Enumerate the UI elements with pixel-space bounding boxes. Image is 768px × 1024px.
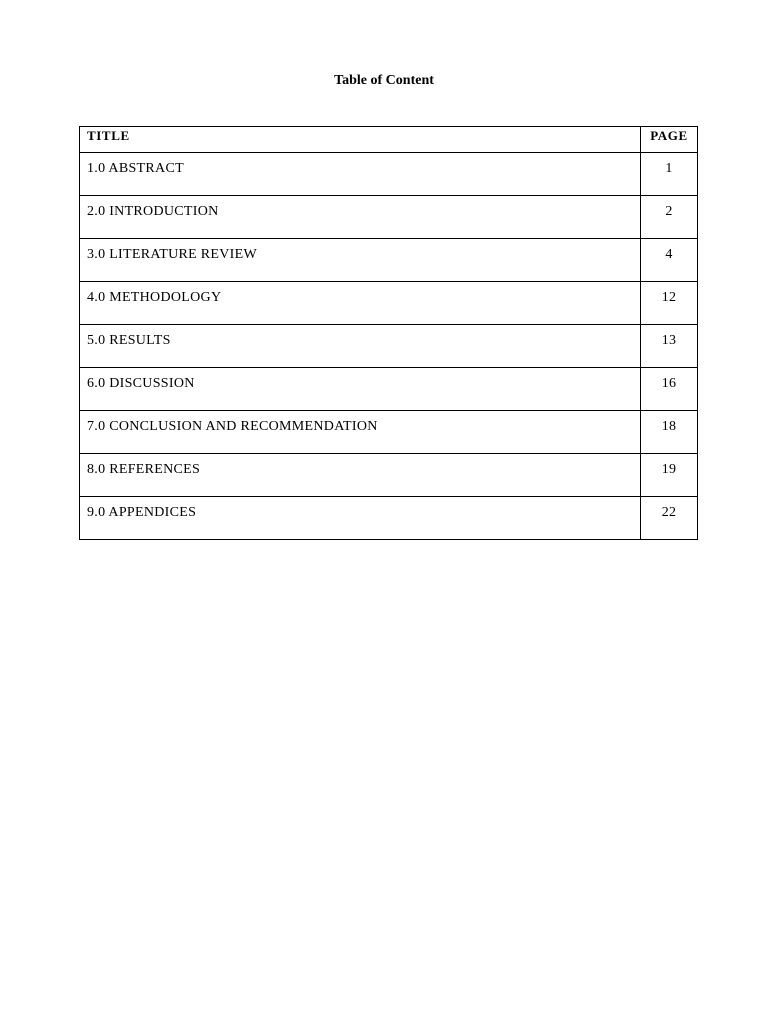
page-title: Table of Content [334, 73, 434, 88]
row-title: 2.0 INTRODUCTION [87, 204, 219, 219]
row-title-cell [80, 368, 641, 411]
row-title: 7.0 CONCLUSION AND RECOMMENDATION [87, 419, 378, 434]
row-title-cell [80, 153, 641, 196]
row-title: 9.0 APPENDICES [87, 505, 197, 520]
row-page-cell [641, 239, 698, 282]
row-page-cell [641, 497, 698, 540]
row-page-cell [641, 282, 698, 325]
row-page-cell [641, 153, 698, 196]
row-title-cell [80, 411, 641, 454]
table-row [80, 325, 698, 368]
row-title-cell [80, 282, 641, 325]
row-title-cell [80, 196, 641, 239]
table-row [80, 196, 698, 239]
row-page: 19 [661, 462, 677, 477]
row-page: 13 [661, 333, 677, 348]
row-page: 18 [661, 419, 677, 434]
table-row [80, 411, 698, 454]
row-title-cell [80, 239, 641, 282]
row-page-cell [641, 196, 698, 239]
table-row [80, 497, 698, 540]
row-title: 1.0 ABSTRACT [87, 161, 184, 176]
row-title: 6.0 DISCUSSION [87, 376, 195, 391]
row-title: 5.0 RESULTS [87, 333, 171, 348]
table-row [80, 239, 698, 282]
row-page-cell [641, 454, 698, 497]
row-page: 16 [661, 376, 677, 391]
table-row [80, 368, 698, 411]
header-title-label: TITLE [87, 128, 130, 143]
row-page: 1 [665, 161, 673, 176]
header-title [80, 127, 641, 153]
row-page: 12 [661, 290, 677, 305]
row-title: 4.0 METHODOLOGY [87, 290, 222, 305]
table-row [80, 454, 698, 497]
table-row [80, 153, 698, 196]
header-page [641, 127, 698, 153]
table-row [80, 282, 698, 325]
row-page: 4 [665, 247, 673, 262]
table-header-row [80, 127, 698, 153]
row-title-cell [80, 454, 641, 497]
row-page-cell [641, 325, 698, 368]
row-page: 2 [665, 204, 673, 219]
row-title-cell [80, 325, 641, 368]
row-title-cell [80, 497, 641, 540]
row-page-cell [641, 411, 698, 454]
row-title: 3.0 LITERATURE REVIEW [87, 247, 257, 262]
header-page-label: PAGE [650, 128, 688, 143]
table-of-contents [79, 126, 698, 540]
row-page-cell [641, 368, 698, 411]
row-page: 22 [661, 505, 677, 520]
row-title: 8.0 REFERENCES [87, 462, 201, 477]
